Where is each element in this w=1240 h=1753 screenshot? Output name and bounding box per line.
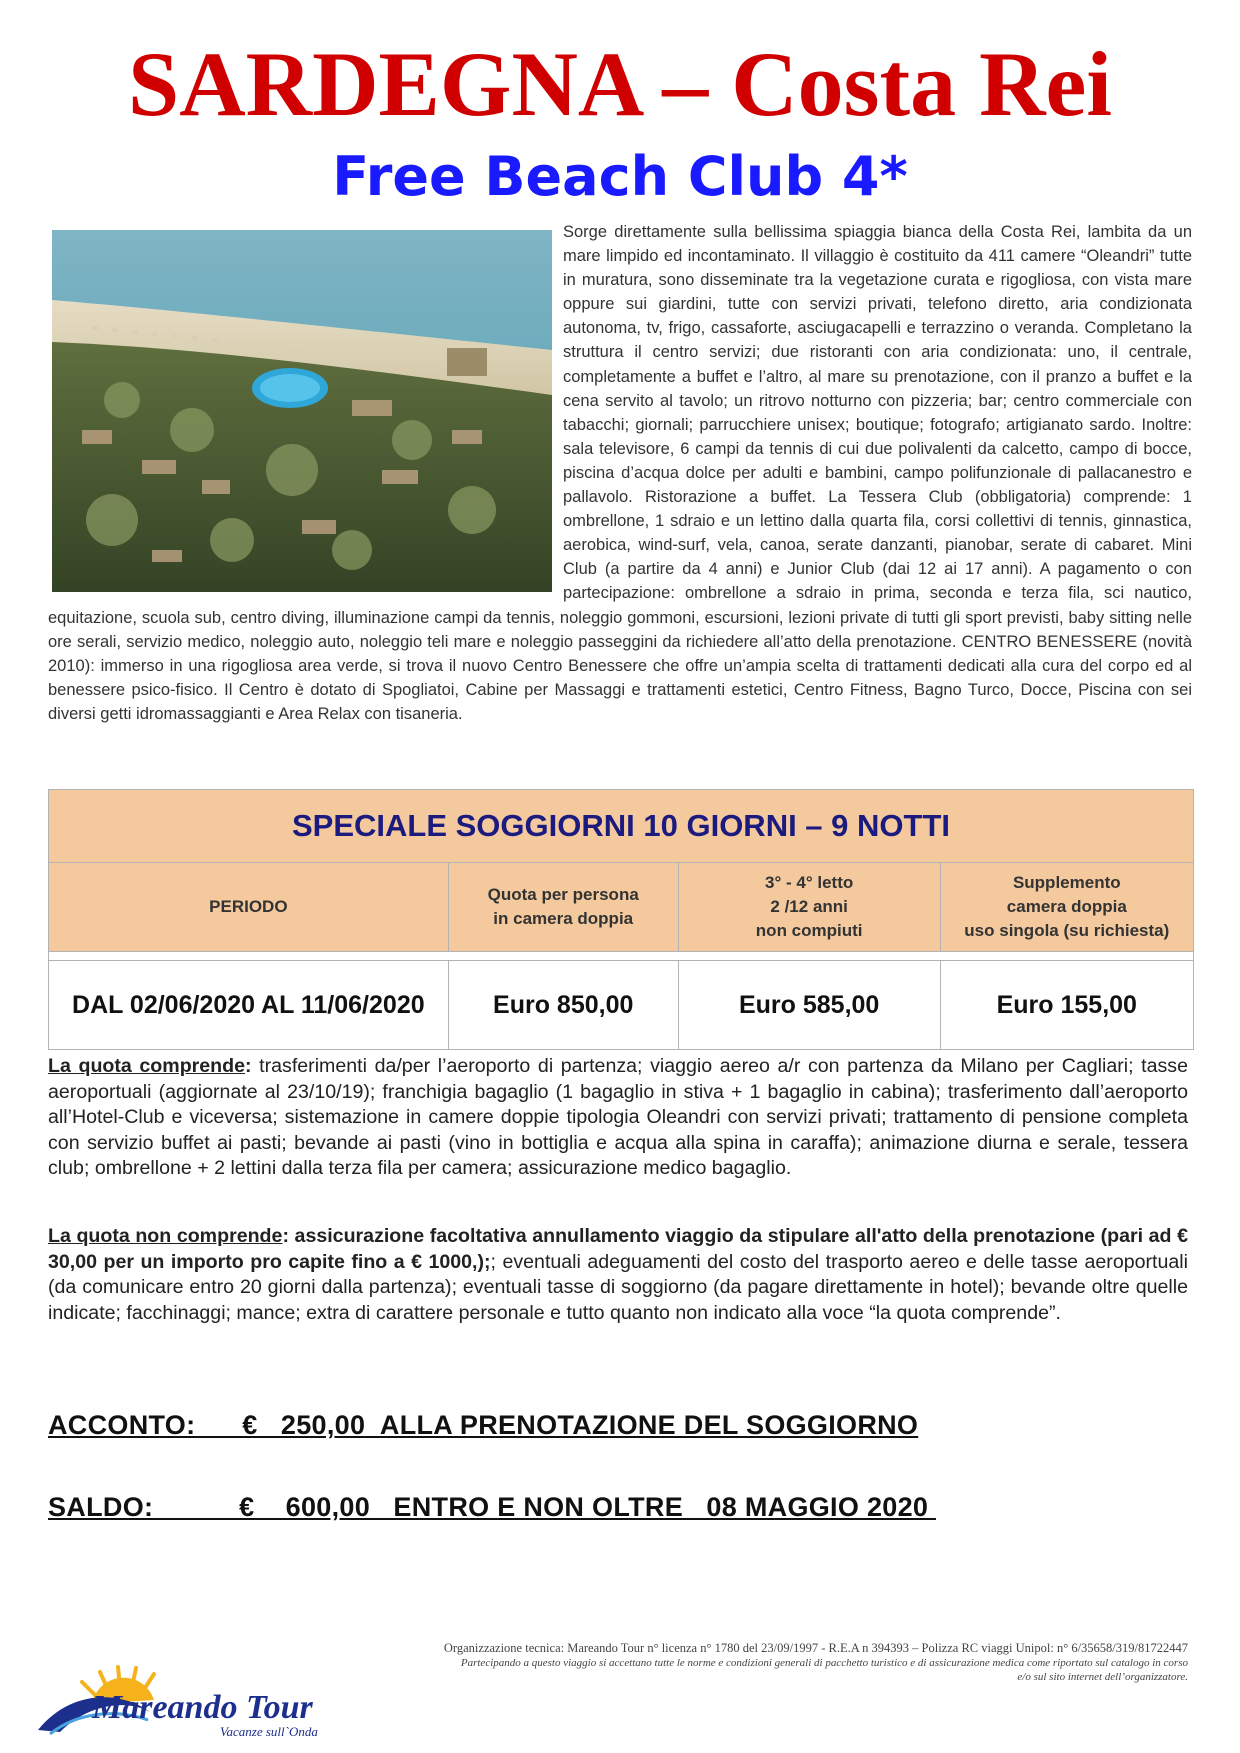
column-extra-bed-line2: 2 /12 anni xyxy=(770,897,848,916)
price-table-heading: SPECIALE SOGGIORNI 10 GIORNI – 9 NOTTI xyxy=(49,790,1194,863)
price-table xyxy=(48,789,1194,1050)
price-table-spacer-cell xyxy=(49,952,1194,961)
excludes-label: La quota non comprende xyxy=(48,1225,283,1247)
price-table-row xyxy=(49,961,1194,1050)
column-quota xyxy=(448,863,678,952)
column-single-supplement-label xyxy=(964,871,1169,943)
excludes-bold-text: assicurazione facoltativa annullamento viaggio da stipulare all'atto della prenotazione (pari ad € 30,00 per un importo pro capite fino a € 1000,); xyxy=(48,1225,1188,1273)
excludes-paragraph: La quota non comprende: assicurazione facoltativa annullamento viaggio da stipulare all'atto della prenotazione (pari ad € 30,00 per un importo pro capite fino a € 1000,);; eventuali adeguamenti del costo del trasporto aereo e delle tasse aeroportuali (da comunicare entro 20 giorni dalla partenza); eventuali tasse di soggiorno (da pagare direttamente in hotel); bevande oltre quelle indicate; facchinaggi; mance; extra di carattere personale e tutto quanto non indicato alla voce “la quota comprende”. xyxy=(48,1225,1188,1324)
column-extra-bed xyxy=(678,863,940,952)
footer-line-2: Partecipando a questo viaggio si accettano tutte le norme e condizioni generali di pacchetto turistico e di assicurazione medica come riportato sul catalogo in corso xyxy=(460,1657,1188,1669)
column-extra-bed-label xyxy=(756,871,863,943)
quota-value: Euro 850,00 xyxy=(448,961,678,1050)
description-text: Sorge direttamente sulla bellissima spiaggia bianca della Costa Rei, lambita da un mare limpido ed incontaminato. Il villaggio è costituito da 411 camere “Oleandri” tutte in muratura, sono disseminate tra la vegetazione curata e rigogliosa, con vista mare oppure sui giardini, tutte con servizi privati, telefono diretto, aria condizionata autonoma, tv, frigo, cassaforte, asciugacapelli e terrazzino o veranda. Completano la struttura il centro servizi; due ristoranti con aria condizionata: uno, il centrale, completamente a buffet e l’altro, al mare su prenotazione, con il pranzo a buffet e la cena servito al tavolo; un ritrovo notturno con pizzeria; bar; centro commerciale con tabacchi; giornali; parrucchiere unisex; boutique; fotografo; artigianato sardo. Inoltre: sala televisore, 6 campi da tennis di cui due polivalenti da calcetto, campo di bocce, piscina d’acqua dolce per adulti e bambini, campo polifunzionale di pallacanestro e pallavolo. Ristorazione a buffet. La Tessera Club (obbligatoria) comprende: 1 ombrellone, 1 sdraio e un lettino dalla quarta fila, corsi collettivi di tennis, ginnastica, aerobica, wind-surf, vela, canoa, serate danzanti, pianobar, serate di cabaret. Mini Club (a partire da 4 anni) e Junior Club (dai 12 ai 17 anni). A pagamento o con partecipazione: ombrellone a sdraio in prima, seconda e terza fila, sci nautico, equitazione, scuola sub, centro diving, illuminazione campi da tennis, noleggio gommoni, escursioni, lezioni private di tutti gli sport previsti, baby sitting nelle ore serali, servizio medico, noleggio auto, noleggio teli mare e noleggio passeggini da richiedere all’atto della prenotazione. CENTRO BENESSERE (novità 2010): immerso in una rigogliosa area verde, si trova il nuovo Centro Benessere che offre un’ampia scelta di trattamenti dedicati alla cura del corpo ed al benessere psico-fisico. Il Centro è dotato di Spogliatoi, Cabine per Massaggi e trattamenti estetici, Centro Fitness, Bagno Turco, Docce, Piscina con sei diversi getti idromassaggianti e Area Relax con tisaneria. xyxy=(48,223,1192,723)
footer-line-3: e/o sul sito internet dell’organizzatore. xyxy=(1017,1671,1188,1683)
column-extra-bed-line1: 3° - 4° letto xyxy=(765,873,854,892)
logo-tagline: Vacanze sull`Onda xyxy=(220,1724,318,1739)
includes-text: trasferimenti da/per l’aeroporto di partenza; viaggio aereo a/r con partenza da Milano per Cagliari; tasse aeroportuali (aggiornate al 23/10/19); franchigia bagaglio (1 bagaglio in stiva + 1 bagaglio in cabina); trasferimento dall’aeroporto all’Hotel-Club e viceversa; sistemazione in camere doppie tipologia Oleandri con servizi privati; trattamento di pensione completa con servizio buffet ai pasti; bevande ai pasti (vino in bottiglia e acqua alla spina in caraffa); animazione diurna e serale, tessera club; ombrellone + 2 lettini dalla terza fila per camera; assicurazione medico bagaglio. xyxy=(48,1055,1188,1180)
price-table-columns xyxy=(49,863,1194,952)
page-title: SARDEGNA – Costa Rei xyxy=(128,33,1112,135)
footer-line-1: Organizzazione tecnica: Mareando Tour n° licenza n° 1780 del 23/09/1997 - R.E.A n 394393 – Polizza RC viaggi Unipol: n° 6/35658/319/81722447 xyxy=(443,1641,1188,1655)
mareando-tour-logo xyxy=(30,1660,330,1740)
hotel-name: Free Beach Club 4* xyxy=(332,145,908,208)
includes-paragraph: La quota comprende: trasferimenti da/per l’aeroporto di partenza; viaggio aereo a/r con partenza da Milano per Cagliari; tasse aeroportuali (aggiornate al 23/10/19); franchigia bagaglio (1 bagaglio in stiva + 1 bagaglio in cabina); trasferimento dall’aeroporto all’Hotel-Club e viceversa; sistemazione in camere doppie tipologia Oleandri con servizi privati; trattamento di pensione completa con servizio buffet ai pasti; bevande ai pasti (vino in bottiglia e acqua alla spina in caraffa); animazione diurna e serale, tessera club; ombrellone + 2 lettini dalla terza fila per camera; assicurazione medico bagaglio. xyxy=(48,1055,1188,1180)
extra-bed-value: Euro 585,00 xyxy=(678,961,940,1050)
price-table-spacer xyxy=(49,952,1194,961)
includes-label: La quota comprende xyxy=(48,1055,246,1077)
column-supplement-line1: Supplemento xyxy=(1012,873,1121,892)
price-table-heading-row xyxy=(49,790,1194,863)
excludes-text: ; eventuali adeguamenti del costo del trasporto aereo e delle tasse aeroportuali (da comunicare entro 20 giorni dalla partenza); eventuali tasse di soggiorno (da pagare direttamente in hotel); bevande oltre quelle indicate; facchinaggi; mance; extra di carattere personale e tutto quanto non indicato alla voce “la quota comprende”. xyxy=(48,1250,1188,1324)
column-quota-line2: in camera doppia xyxy=(493,909,634,928)
balance-line: SALDO: € 600,00 ENTRO E NON OLTRE 08 MAGGIO 2020 xyxy=(48,1492,937,1522)
deposit-line: ACCONTO: € 250,00 ALLA PRENOTAZIONE DEL SOGGIORNO xyxy=(48,1410,919,1440)
column-supplement-line3: uso singola (su richiesta) xyxy=(964,921,1170,940)
column-quota-line1: Quota per persona xyxy=(487,885,639,904)
photo-spacer xyxy=(48,220,563,604)
logo-name: Mareando Tour xyxy=(92,1689,313,1726)
column-single-supplement xyxy=(940,863,1193,952)
column-period-label: PERIODO xyxy=(209,897,288,916)
column-supplement-line2: camera doppia xyxy=(1006,897,1127,916)
footer-legal xyxy=(288,1640,1188,1684)
single-supplement-value: Euro 155,00 xyxy=(940,961,1193,1050)
column-period xyxy=(49,863,449,952)
period-value: DAL 02/06/2020 AL 11/06/2020 xyxy=(49,961,449,1050)
hotel-description xyxy=(48,220,1192,726)
column-extra-bed-line3: non compiuti xyxy=(755,921,863,940)
column-quota-label xyxy=(488,883,639,931)
